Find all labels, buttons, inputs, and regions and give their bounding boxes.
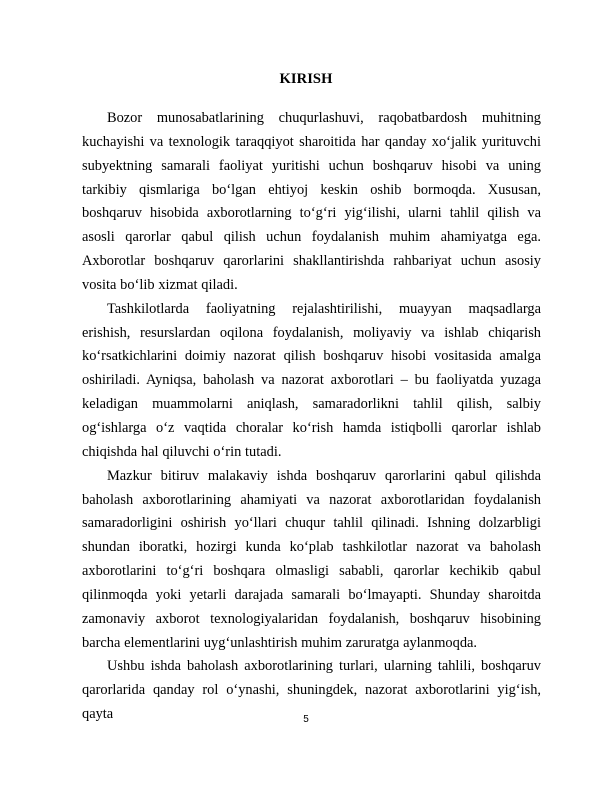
paragraph: Mazkur bitiruv malakaviy ishda boshqaruv qarorlarini qabul qilishda baholash axborotlarining ahamiyati va nazorat axborotlaridan foydalanish samaradorligini oshirish yo‘llari chuqur tahlil qilinadi. Ishning dolzarbligi shundan iboratki, hozirgi kunda ko‘plab tashkilotlar nazorat va baholash axborotlarini to‘g‘ri boshqara olmasligi sababli, qarorlar kechikib qabul qilinmoqda yoki yetarli darajada samarali bo‘lmayapti. Shunday sharoitda zamonaviy axborot texnologiyalaridan foydalanish, boshqaruv hisobining barcha elementlarini uyg‘unlashtirish muhim zaruratga aylanmoqda.: [82, 467, 541, 651]
paragraph: Ushbu ishda baholash axborotlarining turlari, ularning tahlili, boshqaruv qarorlarida qanday rol o‘ynashi, shuningdek, nazorat axborotlarini yig‘ish, qayta: [82, 658, 541, 723]
paragraph: Tashkilotlarda faoliyatning rejalashtirilishi, muayyan maqsadlarga erishish, resurslardan oqilona foydalanish, moliyaviy va ishlab chiqarish ko‘rsatkichlarini doimiy nazorat qilish boshqaruv hisobi vositasida amalga oshiriladi. Ayniqsa, baholash va nazorat axborotlari – bu faoliyatda yuzaga keladigan muammolarni aniqlash, samaradorlikni tahlil qilish, salbiy og‘ishlarga o‘z vaqtida choralar ko‘rish hamda istiqbolli qarorlar ishlab chiqishda hal qiluvchi o‘rin tutadi.: [82, 300, 541, 460]
body-text: [82, 107, 541, 727]
section-heading: KIRISH: [279, 71, 333, 87]
paragraph: Bozor munosabatlarining chuqurlashuvi, raqobatbardosh muhitning kuchayishi va texnologik taraqqiyot sharoitida har qanday xo‘jalik yurituvchi subyektning samarali faoliyat yuritishi uchun boshqaruv hisobi va uning tarkibiy qismlariga bo‘lgan ehtiyoj keskin oshib bormoqda. Xususan, boshqaruv hisobida axborotlarning to‘g‘ri yig‘ilishi, ularni tahlil qilish va asosli qarorlar qabul qilish uchun foydalanish muhim ahamiyatga ega. Axborotlar boshqaruv qarorlarini shakllantirishda rahbariyat uchun asosiy vosita bo‘lib xizmat qiladi.: [82, 110, 541, 293]
page-number: 5: [303, 714, 309, 725]
